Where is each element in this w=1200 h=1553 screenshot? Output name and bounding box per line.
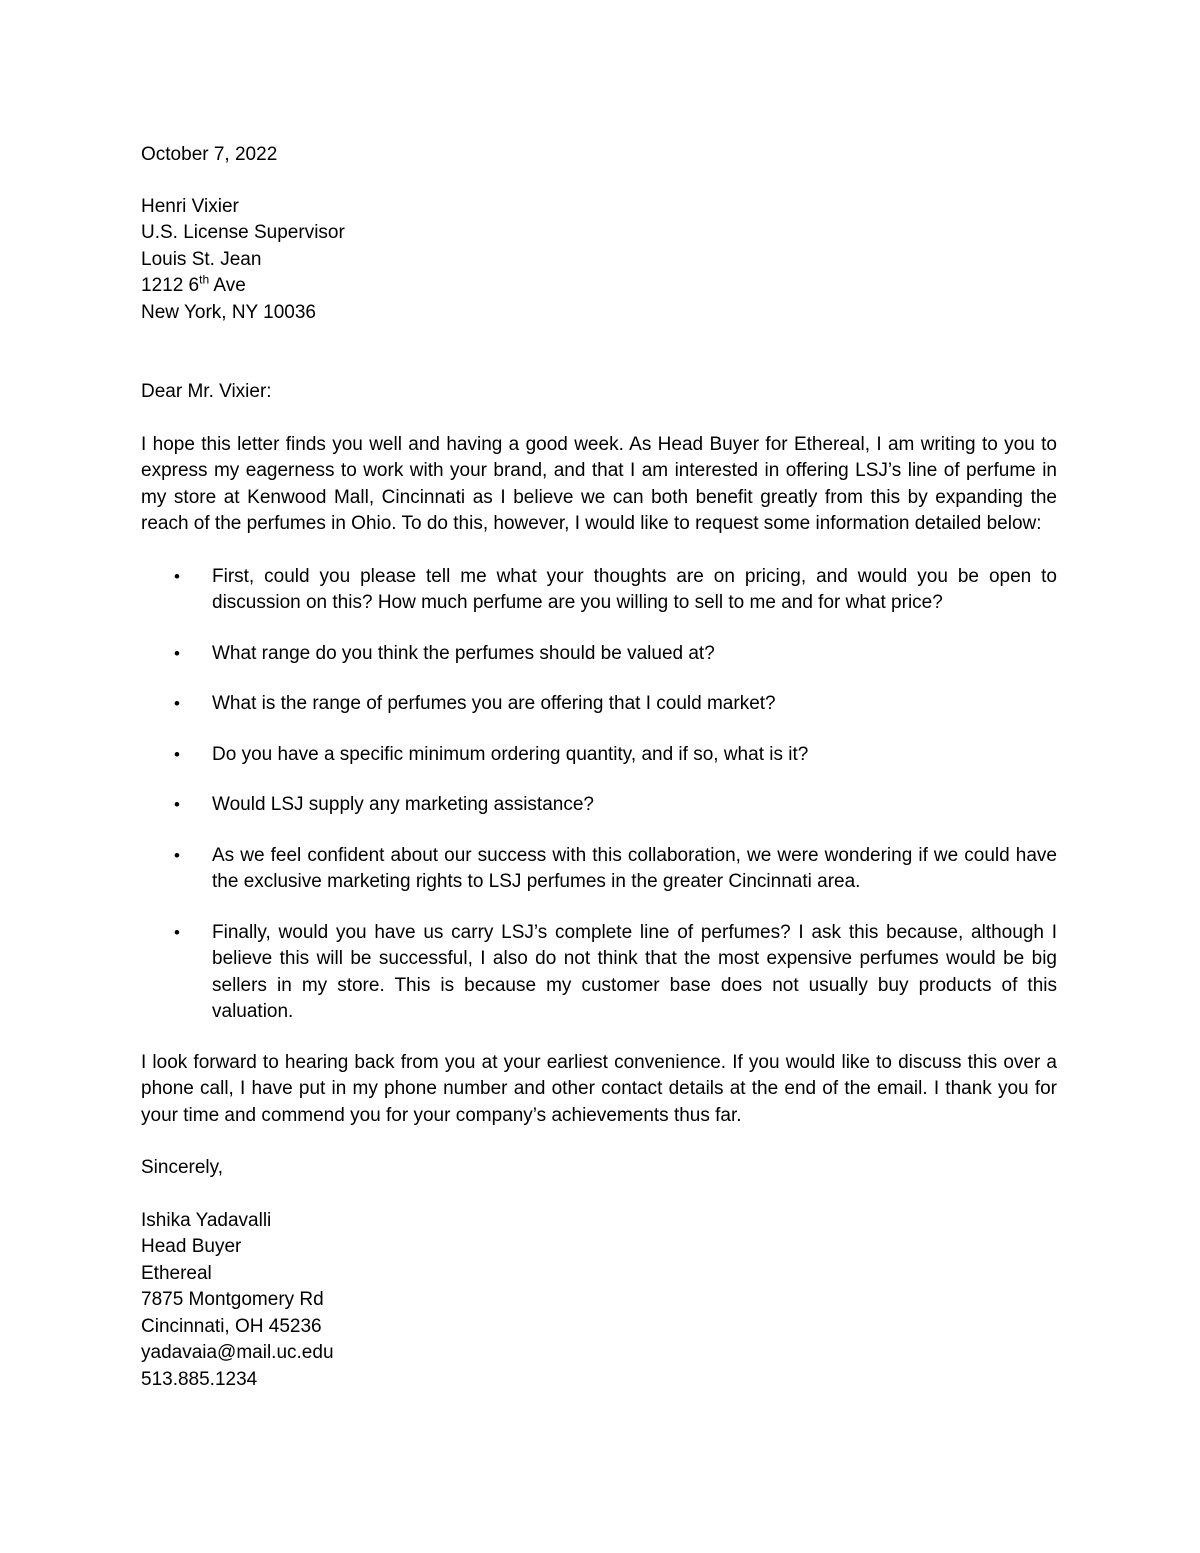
bullet-icon: • [174, 795, 180, 814]
bullet-icon: • [174, 643, 180, 663]
salutation: Dear Mr. Vixier: [141, 381, 272, 402]
recipient-street-suffix: th [199, 272, 210, 287]
closing-paragraph: I look forward to hearing back from you at your earliest convenience. If you would like to discuss this over a phone call, I have put in my phone number and other contact details at the end of the email. I thank you for your time and commend you for your company’s achievements thus far. [141, 1051, 1057, 1126]
recipient-street-rest: Ave [209, 275, 246, 296]
sender-email: yadavaia@mail.uc.edu [141, 1342, 334, 1363]
recipient-street [141, 273, 1057, 300]
list-item-text: First, could you please tell me what your thoughts are on pricing, and would you be open to discussion on this? How much perfume are you willing to sell to me and for what price? [212, 565, 1057, 613]
intro-paragraph: I hope this letter finds you well and having a good week. As Head Buyer for Ethereal, I am writing to you to express my eagerness to work with your brand, and that I am interested in offering LSJ’s line of perfume in my store at Kenwood Mall, Cincinnati as I believe we can both benefit greatly from this by expanding the reach of the perfumes in Ohio. To do this, however, I would like to request some information detailed below: [141, 433, 1057, 534]
bullet-icon: • [174, 694, 180, 713]
sender-city-state-zip: Cincinnati, OH 45236 [141, 1315, 322, 1337]
sender-street: 7875 Montgomery Rd [141, 1289, 324, 1310]
list-item [141, 691, 1057, 718]
list-item-text: What range do you think the perfumes should be valued at? [212, 642, 715, 664]
list-item-text: Do you have a specific minimum ordering quantity, and if so, what is it? [212, 743, 809, 765]
list-item [141, 564, 1057, 617]
list-item-text: As we feel confident about our success with this collaboration, we were wondering if we could have the exclusive marketing rights to LSJ perfumes in the greater Cincinnati area. [212, 844, 1057, 892]
sender-phone: 513.885.1234 [141, 1368, 258, 1390]
list-item [141, 792, 1057, 819]
sender-name: Ishika Yadavalli [141, 1209, 272, 1231]
bullet-icon: • [174, 566, 180, 586]
letter-page [141, 142, 1057, 1393]
request-list [141, 564, 1057, 1026]
recipient-title: U.S. License Supervisor [141, 222, 345, 243]
list-item-text: What is the range of perfumes you are offering that I could market? [212, 693, 776, 714]
recipient-address-block [141, 194, 1057, 327]
recipient-company: Louis St. Jean [141, 248, 262, 270]
list-item [141, 641, 1057, 668]
sender-title: Head Buyer [141, 1236, 242, 1257]
sender-company: Ethereal [141, 1262, 212, 1284]
recipient-city-state-zip: New York, NY 10036 [141, 301, 316, 323]
list-item-text: Would LSJ supply any marketing assistance? [212, 794, 594, 815]
list-item-text: Finally, would you have us carry LSJ’s complete line of perfumes? I ask this because, although I believe this will be successful, I also do not think that the most expensive perfumes would be big sellers in my store. This is because my customer base does not usually buy products of this valuation. [212, 921, 1057, 1022]
bullet-icon: • [174, 922, 180, 942]
list-item [141, 742, 1057, 769]
list-item [141, 843, 1057, 896]
sender-signature-block [141, 1208, 1057, 1394]
sign-off: Sincerely, [141, 1157, 224, 1178]
recipient-name: Henri Vixier [141, 195, 239, 217]
recipient-street-number: 1212 6 [141, 275, 200, 296]
list-item [141, 920, 1057, 1026]
bullet-icon: • [174, 845, 180, 865]
bullet-icon: • [174, 744, 180, 764]
letter-date: October 7, 2022 [141, 144, 278, 165]
